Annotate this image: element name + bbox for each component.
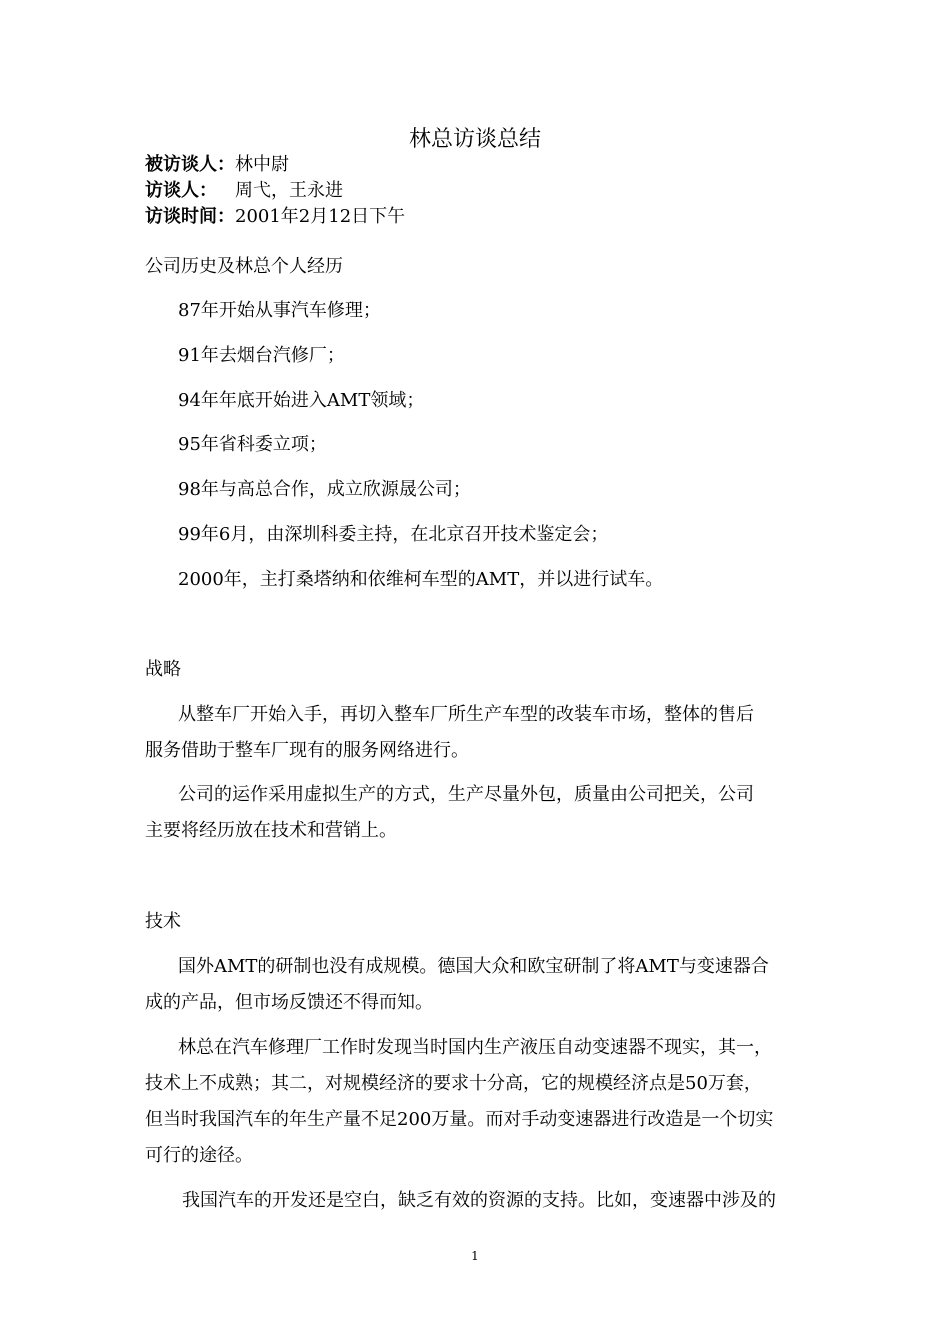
history-item: 87年开始从事汽车修理； — [178, 300, 381, 321]
strategy-paragraph-2-line: 公司的运作采用虚拟生产的方式，生产尽量外包，质量由公司把关，公司 — [178, 784, 754, 805]
strategy-paragraph-2-line: 主要将经历放在技术和营销上。 — [145, 820, 397, 841]
tech-paragraph-3-line: 我国汽车的开发还是空白，缺乏有效的资源的支持。比如，变速器中涉及的 — [182, 1190, 776, 1211]
interview-time-value: 2001年2月12日下午 — [235, 206, 406, 227]
strategy-paragraph-1-line: 服务借助于整车厂现有的服务网络进行。 — [145, 740, 469, 761]
tech-paragraph-1-line: 成的产品，但市场反馈还不得而知。 — [145, 992, 433, 1013]
history-item: 2000年，主打桑塔纳和依维柯车型的AMT，并以进行试车。 — [178, 569, 664, 590]
history-item: 91年去烟台汽修厂； — [178, 345, 345, 366]
interviewee-label: 被访谈人： — [145, 154, 235, 175]
section-heading-tech: 技术 — [145, 911, 181, 932]
tech-paragraph-2-line: 可行的途径。 — [145, 1145, 253, 1166]
history-item: 99年6月，由深圳科委主持，在北京召开技术鉴定会； — [178, 524, 609, 545]
history-item: 94年年底开始进入AMT领域； — [178, 390, 425, 411]
interviewer-row — [145, 176, 343, 202]
tech-paragraph-1-line: 国外AMT的研制也没有成规模。德国大众和欧宝研制了将AMT与变速器合 — [178, 956, 769, 977]
section-heading-strategy: 战略 — [145, 659, 181, 680]
document-title: 林总访谈总结 — [408, 127, 541, 152]
interviewee-value: 林中尉 — [235, 154, 289, 175]
interview-time-row — [145, 202, 405, 228]
interviewer-value: 周弋，王永进 — [235, 180, 343, 201]
tech-paragraph-2-line: 林总在汽车修理厂工作时发现当时国内生产液压自动变速器不现实，其一， — [178, 1037, 772, 1058]
page-number: 1 — [471, 1249, 479, 1263]
interviewer-label: 访谈人： — [145, 180, 217, 201]
history-item: 95年省科委立项； — [178, 434, 327, 455]
history-item: 98年与高总合作，成立欣源晟公司； — [178, 479, 471, 500]
interview-time-label: 访谈时间： — [145, 206, 235, 227]
section-heading-history: 公司历史及林总个人经历 — [145, 256, 343, 277]
tech-paragraph-2-line: 技术上不成熟；其二，对规模经济的要求十分高，它的规模经济点是50万套， — [145, 1073, 762, 1094]
interviewee-row — [145, 150, 289, 176]
tech-paragraph-2-line: 但当时我国汽车的年生产量不足200万量。而对手动变速器进行改造是一个切实 — [145, 1109, 774, 1130]
strategy-paragraph-1-line: 从整车厂开始入手，再切入整车厂所生产车型的改装车市场，整体的售后 — [178, 704, 754, 725]
